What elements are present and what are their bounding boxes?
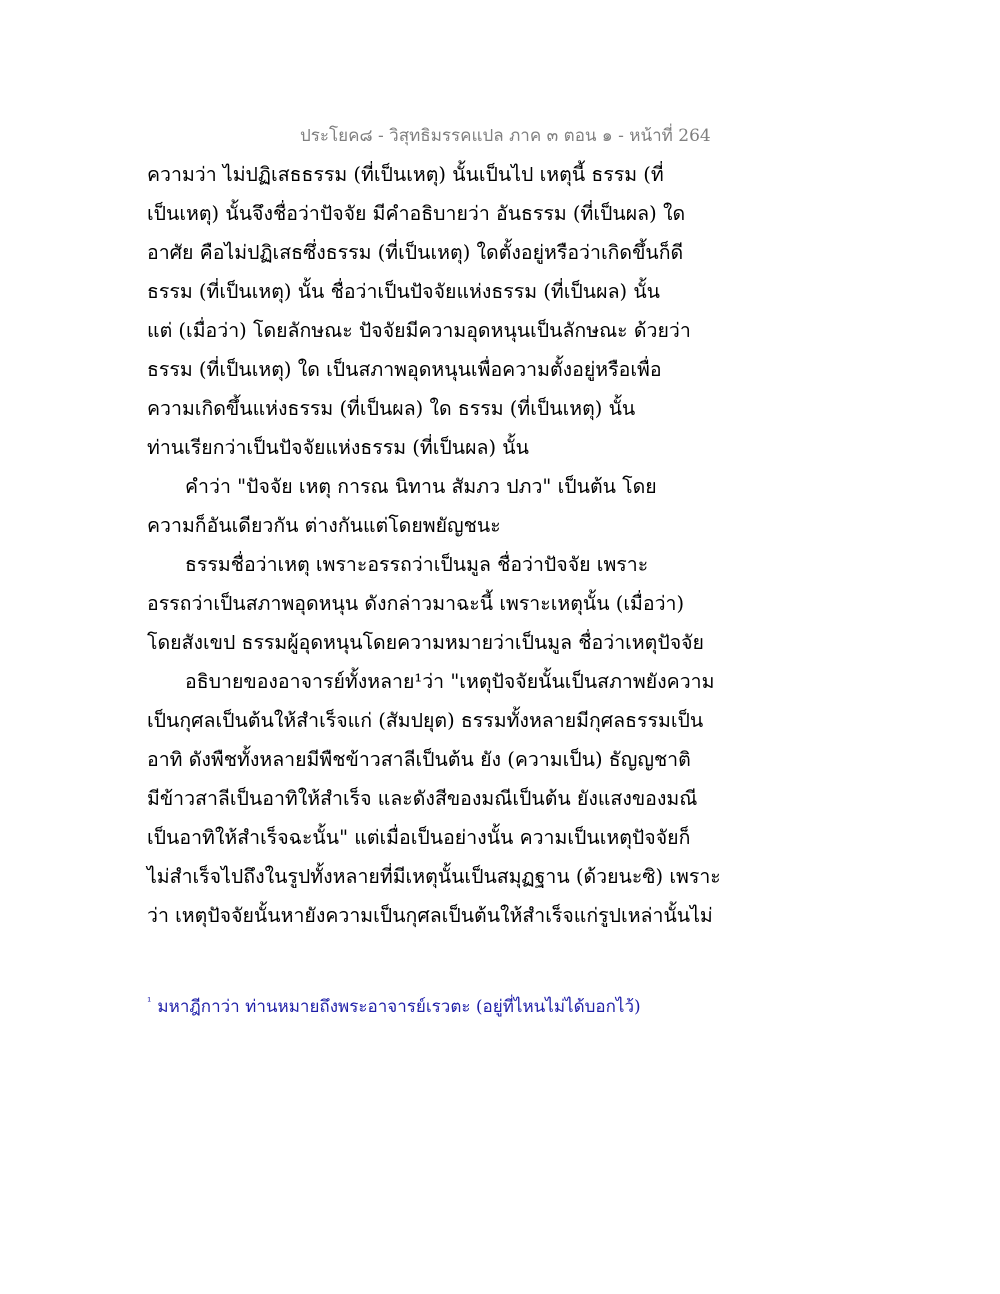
text-line: อาทิ ดังพืชทั้งหลายมีพืชข้าวสาลีเป็นต้น ยัง (ความเป็น) ธัญญชาติ bbox=[147, 748, 691, 771]
text-line: ท่านเรียกว่าเป็นปัจจัยแห่งธรรม (ที่เป็นผล) นั้น bbox=[147, 436, 529, 459]
footnote-text: มหาฎีกาว่า ท่านหมายถึงพระอาจารย์เรวตะ (อยู่ที่ไหนไม่ได้บอกไว้) bbox=[157, 997, 641, 1017]
text-line: ไม่สำเร็จไปถึงในรูปทั้งหลายที่มีเหตุนั้นเป็นสมุฏฐาน (ด้วยนะซิ) เพราะ bbox=[147, 865, 721, 888]
footnote bbox=[147, 993, 747, 1020]
text-line: เป็นเหตุ) นั้นจึงชื่อว่าปัจจัย มีคำอธิบายว่า อันธรรม (ที่เป็นผล) ใด bbox=[147, 202, 686, 225]
text-line: เป็นกุศลเป็นต้นให้สำเร็จแก่ (สัมปยุต) ธรรมทั้งหลายมีกุศลธรรมเป็น bbox=[147, 709, 704, 732]
text-line: อรรถว่าเป็นสภาพอุดหนุน ดังกล่าวมาฉะนี้ เพราะเหตุนั้น (เมื่อว่า) bbox=[147, 592, 685, 615]
footnote-mark: ¹ bbox=[147, 995, 152, 1009]
paragraph-start-line: คำว่า "ปัจจัย เหตุ การณ นิทาน สัมภว ปภว" เป็นต้น โดย bbox=[185, 475, 657, 498]
text-line: ธรรม (ที่เป็นเหตุ) ใด เป็นสภาพอุดหนุนเพื่อความตั้งอยู่หรือเพื่อ bbox=[147, 358, 662, 381]
text-line: ความก็อันเดียวกัน ต่างกันแต่โดยพยัญชนะ bbox=[147, 514, 501, 537]
text-line: เป็นอาทิให้สำเร็จฉะนั้น" แต่เมื่อเป็นอย่างนั้น ความเป็นเหตุปัจจัยก็ bbox=[147, 826, 691, 849]
body-text bbox=[147, 155, 721, 935]
text-line: ธรรม (ที่เป็นเหตุ) นั้น ชื่อว่าเป็นปัจจัยแห่งธรรม (ที่เป็นผล) นั้น bbox=[147, 280, 660, 303]
text-line: มีข้าวสาลีเป็นอาทิให้สำเร็จ และดังสีของมณีเป็นต้น ยังแสงของมณี bbox=[147, 787, 698, 810]
paragraph-start-line: อธิบายของอาจารย์ทั้งหลาย¹ว่า "เหตุปัจจัยนั้นเป็นสภาพยังความ bbox=[185, 670, 715, 693]
text-line: อาศัย คือไม่ปฏิเสธซึ่งธรรม (ที่เป็นเหตุ) ใดตั้งอยู่หรือว่าเกิดขึ้นก็ดี bbox=[147, 241, 684, 264]
text-line: ว่า เหตุปัจจัยนั้นหายังความเป็นกุศลเป็นต้นให้สำเร็จแก่รูปเหล่านั้นไม่ bbox=[147, 904, 713, 927]
paragraph-start-line: ธรรมชื่อว่าเหตุ เพราะอรรถว่าเป็นมูล ชื่อว่าปัจจัย เพราะ bbox=[185, 553, 649, 576]
running-header: ประโยค๘ - วิสุทธิมรรคแปล ภาค ๓ ตอน ๑ - หน้าที่ 264 bbox=[300, 126, 711, 146]
text-line: แต่ (เมื่อว่า) โดยลักษณะ ปัจจัยมีความอุดหนุนเป็นลักษณะ ด้วยว่า bbox=[147, 319, 691, 342]
text-line: ความว่า ไม่ปฏิเสธธรรม (ที่เป็นเหตุ) นั้นเป็นไป เหตุนี้ ธรรม (ที่ bbox=[147, 163, 664, 186]
text-line: ความเกิดขึ้นแห่งธรรม (ที่เป็นผล) ใด ธรรม (ที่เป็นเหตุ) นั้น bbox=[147, 397, 636, 420]
text-line: โดยสังเขป ธรรมผู้อุดหนุนโดยความหมายว่าเป็นมูล ชื่อว่าเหตุปัจจัย bbox=[147, 631, 704, 654]
